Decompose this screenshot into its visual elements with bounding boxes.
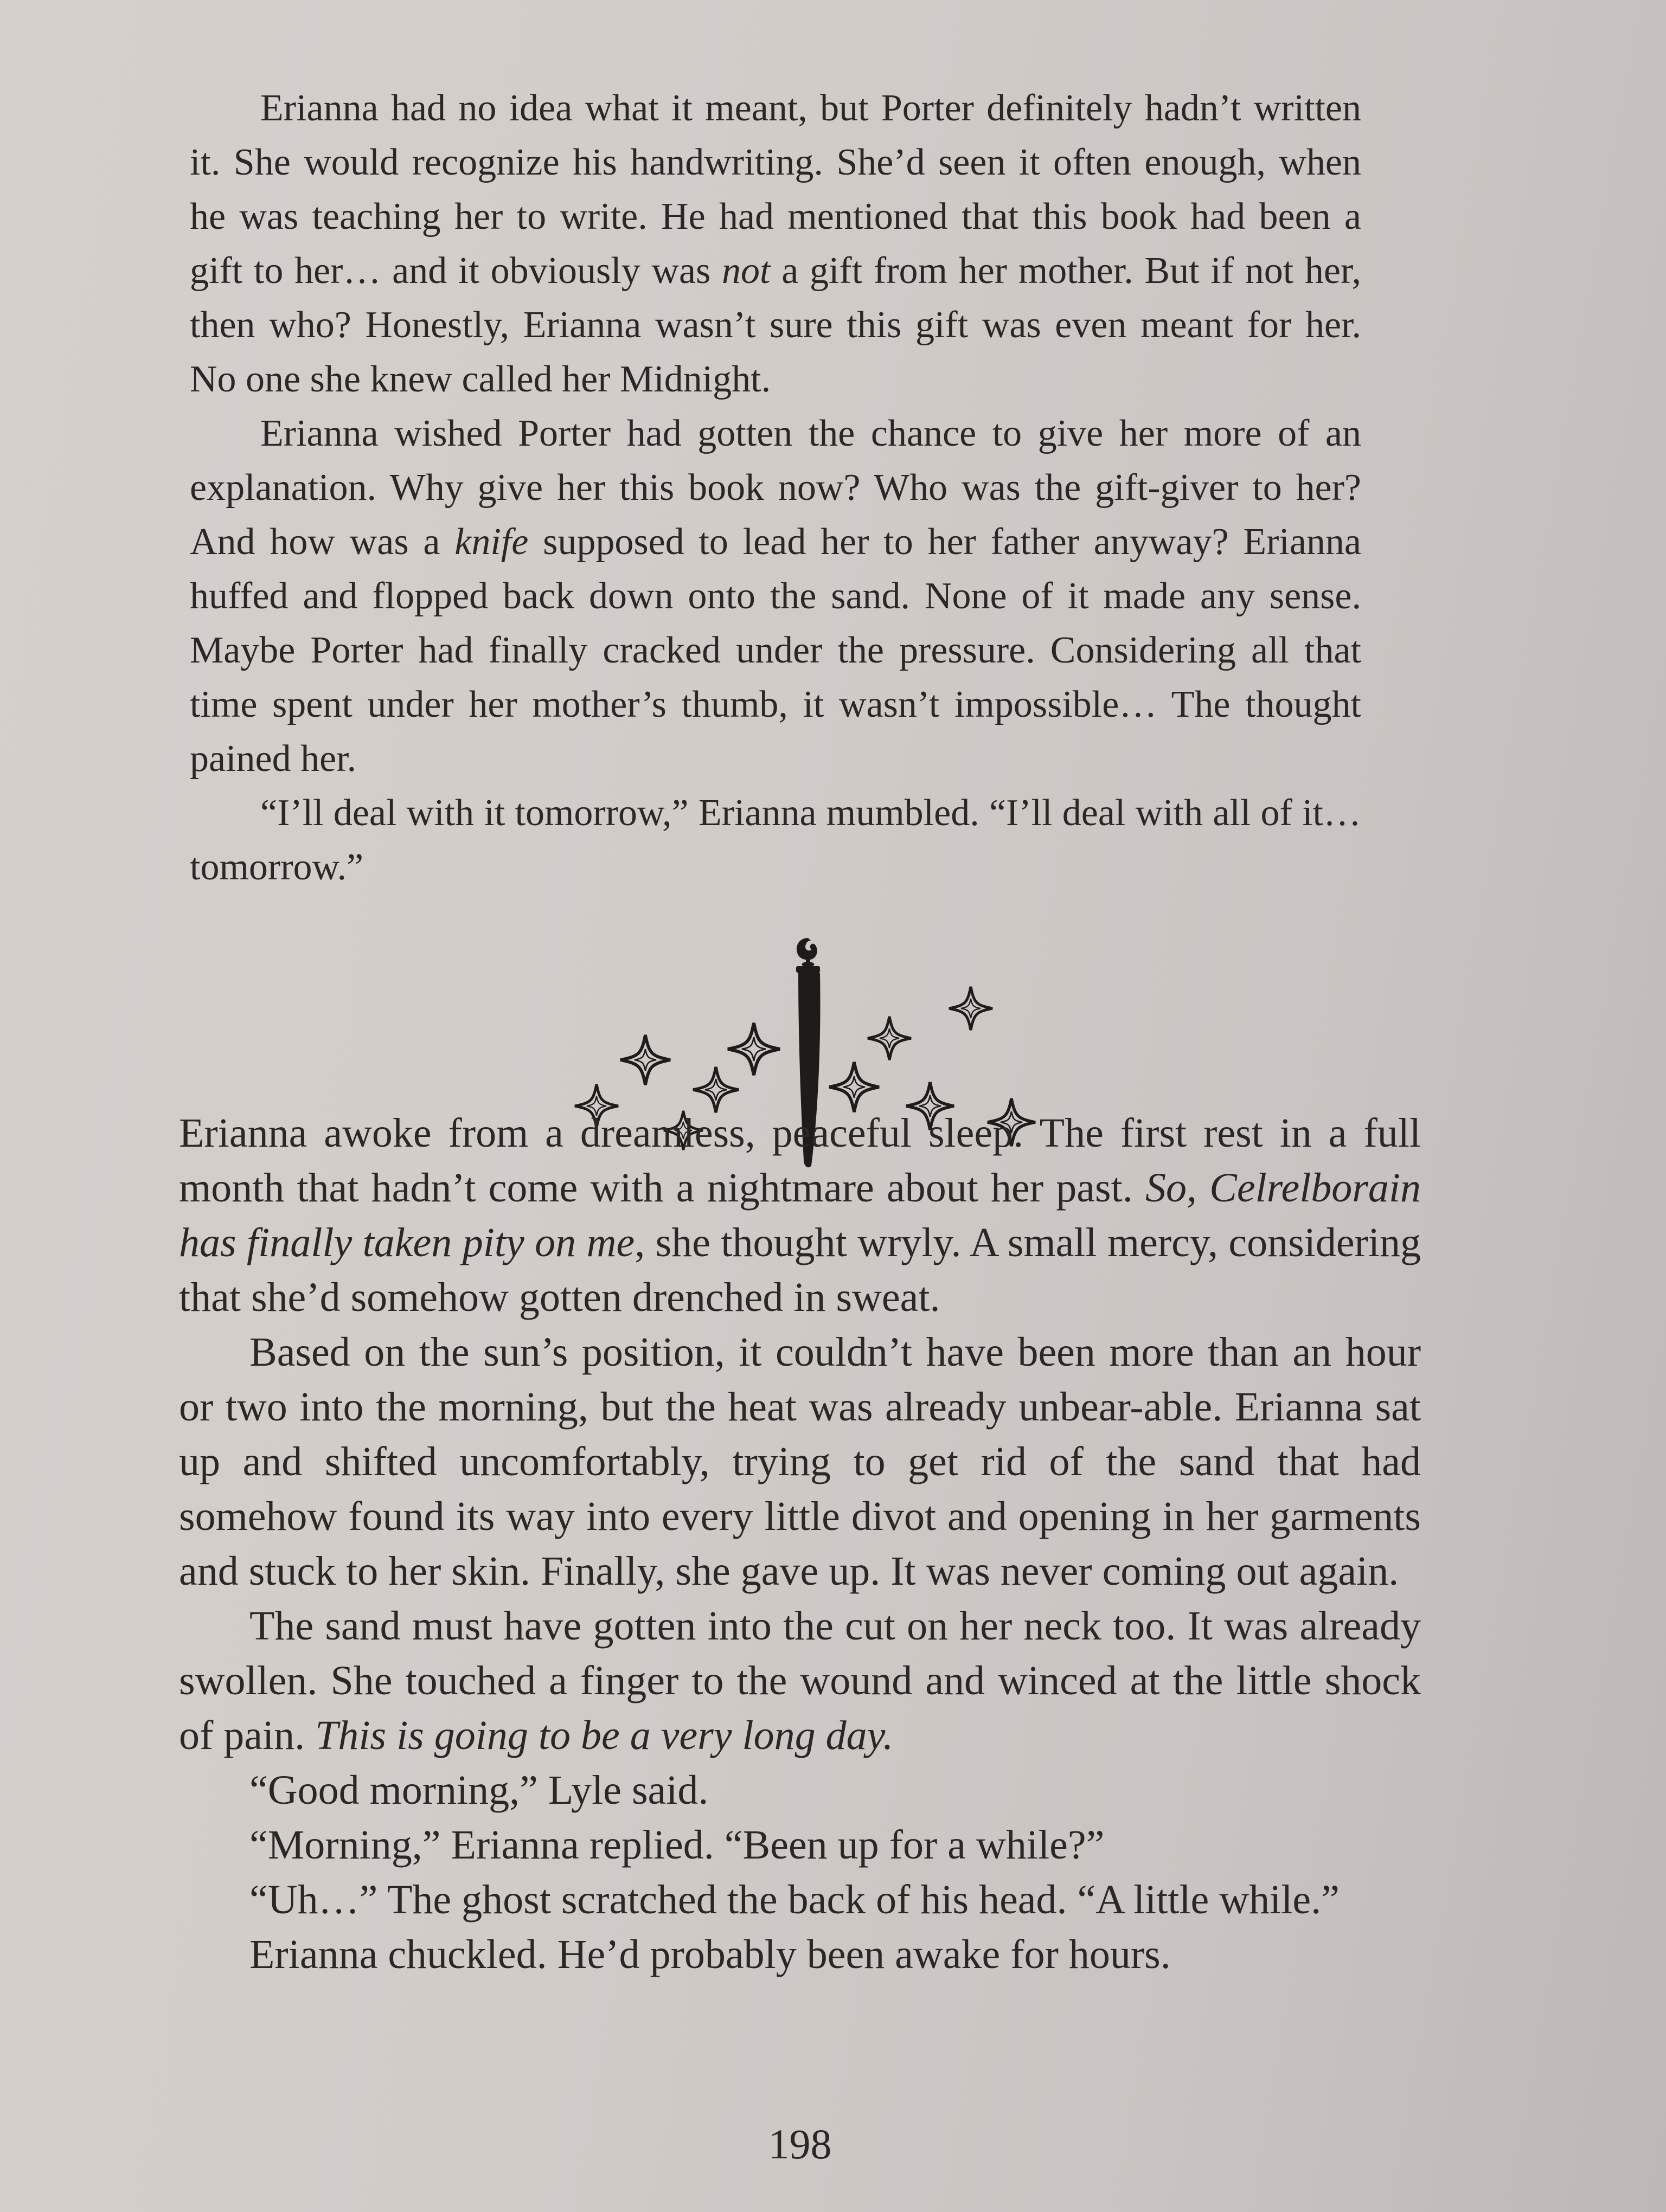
- italic-run: not: [722, 250, 771, 292]
- paragraph: [179, 1927, 1421, 1982]
- text-run: Erianna chuckled. He’d probably been awake for hours.: [249, 1932, 1171, 1977]
- paragraph: [179, 1818, 1421, 1873]
- paragraph: [179, 1763, 1421, 1818]
- paragraph: [190, 407, 1361, 786]
- text-run: a gift from her mother. But if not her, then who? Honestly, Erianna wasn’t sure this gift was even meant for her. No one she knew called her Midnight.: [190, 250, 1361, 400]
- text-run: Erianna had no idea what it meant, but Porter definitely hadn’t written it. She would recognize his handwriting. She’d seen it often enough, when he was teaching her to write. He had mentioned that this book had been a gift to her… and it obviously was: [190, 87, 1361, 292]
- paragraph: [179, 1599, 1421, 1763]
- paragraph: [190, 786, 1361, 895]
- paragraph: [190, 81, 1361, 407]
- text-run: Based on the sun’s position, it couldn’t have been more than an hour or two into the morning, but the heat was already unbear-able. Erianna sat up and shifted uncomfortably, trying to get rid of the sand that had somehow found its way into every little divot and opening in her garments and stuck to her skin. Finally, she gave up. It was never coming out again.: [179, 1329, 1421, 1594]
- italic-run: knife: [454, 521, 529, 563]
- paragraph: [179, 1325, 1421, 1599]
- book-page: [179, 81, 1421, 2185]
- text-section-bottom: [179, 1106, 1421, 1982]
- text-section-top: [190, 81, 1361, 895]
- text-run: The sand must have gotten into the cut on her neck too. It was already swollen. She touched a finger to the wound and winced at the little shock of pain.: [179, 1603, 1421, 1758]
- text-run: “Good morning,” Lyle said.: [249, 1767, 709, 1813]
- text-run: “Morning,” Erianna replied. “Been up for a while?”: [249, 1822, 1105, 1868]
- paragraph: [179, 1873, 1421, 1927]
- text-run: Erianna awoke from a dreamless, peaceful sleep. The first rest in a full month that hadn’t come with a nightmare about her past.: [179, 1110, 1421, 1211]
- text-run: Erianna wished Porter had gotten the chance to give her more of an explanation. Why give her this book now? Who was the gift-giver to her? And how was a: [190, 413, 1361, 563]
- text-run: supposed to lead her to her father anyway? Erianna huffed and flopped back down onto the sand. None of it made any sense. Maybe Porter had finally cracked under the pressure. Considering all that time spent under her mother’s thumb, it wasn’t impossible… The thought pained her.: [190, 521, 1361, 780]
- text-run: , she thought wryly. A small mercy, considering that she’d somehow gotten drenched in sweat.: [179, 1220, 1421, 1320]
- page-number: 198: [768, 2120, 832, 2168]
- text-run: “I’ll deal with it tomorrow,” Erianna mumbled. “I’ll deal with all of it… tomorrow.”: [190, 792, 1361, 888]
- italic-run: So, Celrelborain has finally taken pity on me: [179, 1165, 1421, 1265]
- paragraph: [179, 1106, 1421, 1325]
- italic-run: This is going to be a very long day.: [315, 1713, 894, 1758]
- text-run: “Uh…” The ghost scratched the back of his head. “A little while.”: [249, 1877, 1340, 1922]
